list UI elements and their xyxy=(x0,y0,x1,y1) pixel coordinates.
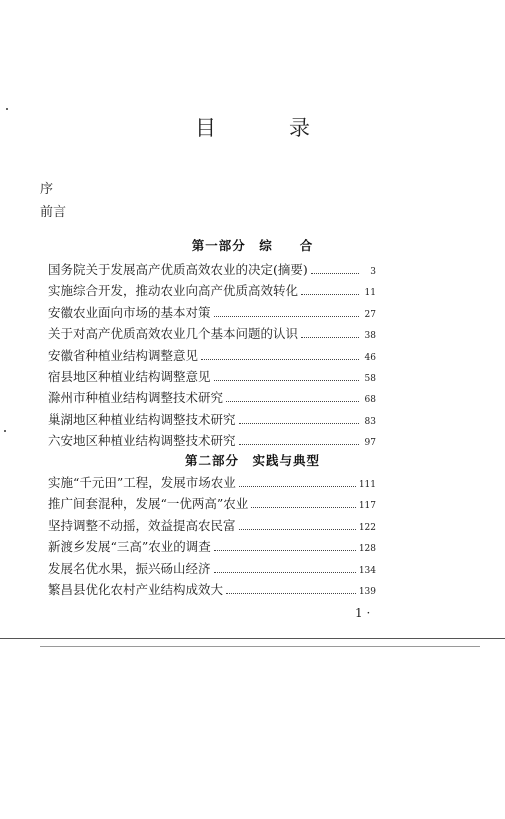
toc-entry-title: 实施综合开发，推动农业向高产优质高效转化 xyxy=(48,283,299,299)
toc-entry-title: 坚持调整不动摇，效益提高农民富 xyxy=(48,517,236,533)
toc-entry xyxy=(48,473,376,494)
dot-leader xyxy=(251,507,356,508)
toc-list-part-one xyxy=(48,260,376,453)
page-title: 目 录 xyxy=(195,116,336,140)
foreword-entry: 前言 xyxy=(40,205,67,220)
dot-leader xyxy=(214,380,359,381)
toc-entry-title: 国务院关于发展高产优质高效农业的决定(摘要) xyxy=(48,262,308,277)
toc-entry-title: 安徽农业面向市场的基本对策 xyxy=(48,304,211,320)
toc-entry xyxy=(48,388,376,409)
dot-leader xyxy=(239,486,356,487)
toc-entry-title: 宿县地区种植业结构调整意见 xyxy=(48,368,211,384)
toc-entry-title: 发展名优水果，振兴砀山经济 xyxy=(48,560,211,576)
dot-leader xyxy=(239,529,356,530)
toc-entry xyxy=(48,516,376,537)
toc-list-part-two xyxy=(48,473,376,601)
toc-entry-page: 139 xyxy=(358,586,376,597)
toc-entry xyxy=(48,559,376,580)
toc-entry xyxy=(48,260,376,281)
toc-entry-page: 83 xyxy=(364,416,376,427)
section-heading-part-one: 第一部分 综 合 xyxy=(191,238,314,253)
toc-entry-page: 58 xyxy=(364,373,376,384)
dot-leader xyxy=(201,359,359,360)
toc-entry-title: 六安地区种植业结构调整技术研究 xyxy=(48,433,236,449)
toc-entry-title: 滁州市种植业结构调整技术研究 xyxy=(48,390,224,406)
toc-entry-page: 97 xyxy=(364,438,376,449)
toc-entry-page: 46 xyxy=(364,352,376,363)
toc-entry xyxy=(48,580,376,601)
dot-leader xyxy=(239,444,359,445)
toc-entry xyxy=(48,431,376,452)
preface-entry: 序 xyxy=(40,182,54,197)
toc-entry-page: 128 xyxy=(358,544,376,555)
toc-entry xyxy=(48,537,376,558)
toc-entry xyxy=(48,367,376,388)
dot-leader xyxy=(239,423,359,424)
toc-entry-page: 111 xyxy=(358,480,376,490)
dot-leader xyxy=(226,401,359,402)
toc-entry-page: 27 xyxy=(364,309,376,320)
toc-entry-page: 134 xyxy=(358,565,376,576)
scan-speck xyxy=(4,430,6,432)
toc-entry-title: 巢湖地区种植业结构调整技术研究 xyxy=(48,411,236,427)
toc-entry xyxy=(48,324,376,345)
dot-leader xyxy=(214,572,356,573)
toc-entry-page: 11 xyxy=(364,288,376,299)
dot-leader xyxy=(214,316,359,317)
toc-entry-title: 繁昌县优化农村产业结构成效大 xyxy=(48,581,224,597)
toc-entry xyxy=(48,303,376,324)
toc-entry-page: 3 xyxy=(370,267,376,277)
dot-leader xyxy=(214,550,356,551)
dot-leader xyxy=(301,337,359,338)
toc-entry-page: 38 xyxy=(364,331,376,342)
toc-entry-title: 推广间套混种，发展“一优两高”农业 xyxy=(48,496,249,512)
toc-entry-page: 122 xyxy=(358,522,376,533)
dot-leader xyxy=(311,273,359,274)
scan-speck xyxy=(6,108,8,110)
dot-leader xyxy=(301,294,359,295)
toc-entry-page: 117 xyxy=(358,501,376,512)
toc-entry xyxy=(48,494,376,515)
toc-entry xyxy=(48,281,376,302)
toc-entry xyxy=(48,346,376,367)
toc-entry-title: 新渡乡发展“三高”农业的调查 xyxy=(48,539,211,555)
page-edge-rule xyxy=(0,638,505,639)
toc-entry-title: 实施“千元田”工程，发展市场农业 xyxy=(48,475,236,490)
page-edge-rule-secondary xyxy=(40,646,480,647)
toc-entry-page: 68 xyxy=(364,395,376,406)
page-number: 1 · xyxy=(355,606,371,620)
toc-entry-title: 安徽省种植业结构调整意见 xyxy=(48,347,199,363)
toc-entry xyxy=(48,410,376,431)
toc-entry-title: 关于对高产优质高效农业几个基本问题的认识 xyxy=(48,326,299,342)
section-heading-part-two: 第二部分 实践与典型 xyxy=(184,453,320,468)
dot-leader xyxy=(226,593,356,594)
